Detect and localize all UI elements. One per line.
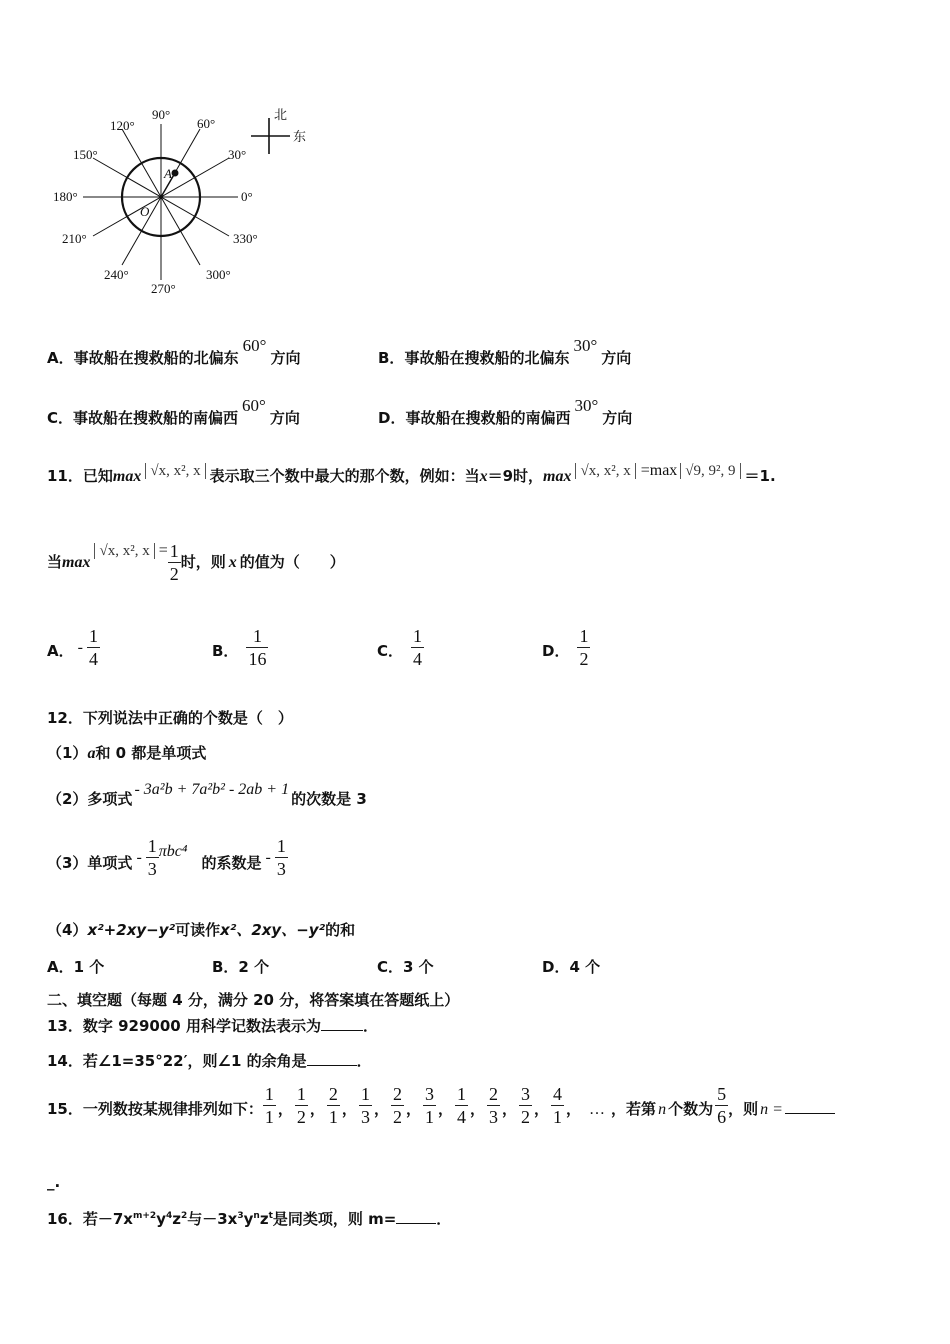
angle-label-120: 120° <box>110 118 135 133</box>
q10-option-b-angle: 30° <box>573 336 598 355</box>
q12-title: 12．下列说法中正确的个数是（ ） <box>47 709 293 727</box>
q15-sequence-fraction: $\frac{1}{4}$ <box>456 1084 466 1127</box>
compass-diagram <box>40 100 330 310</box>
angle-label-0: 0° <box>241 189 253 204</box>
q12-option-c: C．3 个 <box>377 958 434 976</box>
q12-statement-1: （1）a和 0 都是单项式 <box>47 744 207 762</box>
q15-target-fraction: $\frac{5}{6}$ <box>717 1084 727 1127</box>
q15-sequence-fraction: $\frac{1}{2}$ <box>296 1084 306 1127</box>
q11-question: 当max√x, x², x = $\frac{1}{2}$ 时，则 x 的值为（ ） <box>47 541 345 584</box>
q15-sequence-fraction: $\frac{4}{1}$ <box>553 1084 563 1127</box>
q11-option-b: B． $\frac{1}{16}$ <box>212 626 267 669</box>
q15-continuation: _. <box>47 1173 61 1191</box>
q10-option-d: D．事故船在搜救船的南偏西30°方向 <box>378 396 633 427</box>
point-a-label: A <box>164 166 172 181</box>
q11-example-vals: √9, 9², 9 <box>680 463 740 479</box>
q15: 15．一列数按某规律排列如下： $\frac{1}{1}$ ， $\frac{1}{2}$ ， $\frac{2}{1}$ ， $\frac{1}{3}$ ， $\frac{2}{2}$ ， $\frac{3}{1}$ ， $\frac{1}{4}$ ， $\frac{2}{3}$ ， $\frac{3}{2}$ ， $\frac{4}{1}$ ， … ，若第 n 个数为 $\frac{5}{6}$ ，则 n = <box>47 1084 835 1127</box>
point-a-dot <box>172 170 179 177</box>
q12-polynomial: - 3a²b + 7a²b² - 2ab + 1 <box>134 781 290 798</box>
q11-statement: 11．已知max √x, x², x 表示取三个数中最大的那个数，例如：当x＝9时，max √x, x², x =max √9, 9², 9 ＝1. <box>47 462 776 485</box>
q14: 14．若∠1=35°22′，则∠1 的余角是 ． <box>47 1052 372 1070</box>
angle-label-210: 210° <box>62 231 87 246</box>
q16: 16．若$-7x^{m+2}y^4z^2$与$-3x^3y^nz^t$是同类项，则 m= ． <box>47 1210 452 1228</box>
angle-label-240: 240° <box>104 267 129 282</box>
q11-example-args: √x, x², x <box>575 463 635 479</box>
q15-sequence: $\frac{1}{1}$ ， $\frac{1}{2}$ ， $\frac{2}{1}$ ， $\frac{1}{3}$ ， $\frac{2}{2}$ ， $\frac{3}{1}$ ， $\frac{1}{4}$ ， $\frac{2}{3}$ ， $\frac{3}{2}$ ， $\frac{4}{1}$ ， <box>264 1084 582 1127</box>
q11-question-args: √x, x², x <box>94 543 154 559</box>
q15-sequence-fraction: $\frac{1}{3}$ <box>360 1084 370 1127</box>
angle-label-60: 60° <box>197 116 216 131</box>
q12-option-d: D．4 个 <box>542 958 601 976</box>
q11-option-c: C． $\frac{1}{4}$ <box>377 626 423 669</box>
east-label: 东 <box>293 130 307 145</box>
q12-statement-3: （3）单项式 - $\frac{1}{3}$ πbc⁴的系数是 - $\frac{1}{3}$ <box>47 836 286 879</box>
q15-sequence-fraction: $\frac{3}{2}$ <box>521 1084 531 1127</box>
angle-label-300: 300° <box>206 267 231 282</box>
q11-option-d: D． $\frac{1}{2}$ <box>542 626 589 669</box>
q11-max-args: √x, x², x <box>145 463 205 479</box>
q15-sequence-fraction: $\frac{2}{2}$ <box>392 1084 402 1127</box>
q12-option-a: A．1 个 <box>47 958 105 976</box>
angle-label-270: 270° <box>151 281 176 296</box>
q13: 13．数字 929000 用科学记数法表示为 ． <box>47 1017 378 1035</box>
q11-option-a: A． - $\frac{1}{4}$ <box>47 626 98 669</box>
q10-option-c-angle: 60° <box>242 396 266 415</box>
q12-statement-4: （4）x²+2xy−y²可读作x²、2xy、−y²的和 <box>47 921 356 939</box>
q12-statement-2: （2）多项式- 3a²b + 7a²b² - 2ab + 1的次数是 3 <box>47 781 367 808</box>
angle-label-30: 30° <box>228 147 247 162</box>
q10-option-c: C．事故船在搜救船的南偏西60°方向 <box>47 396 300 427</box>
angle-label-330: 330° <box>233 231 258 246</box>
q15-sequence-fraction: $\frac{3}{1}$ <box>424 1084 434 1127</box>
q15-sequence-fraction: $\frac{2}{1}$ <box>328 1084 338 1127</box>
q10-option-d-angle: 30° <box>574 396 599 415</box>
q12-option-b: B．2 个 <box>212 958 270 976</box>
angle-label-150: 150° <box>73 147 98 162</box>
q15-sequence-fraction: $\frac{2}{3}$ <box>489 1084 498 1127</box>
section-heading: 二、填空题（每题 4 分，满分 20 分，将答案填在答题纸上） <box>47 991 460 1009</box>
north-east-indicator <box>251 108 306 154</box>
q10-option-b: B．事故船在搜救船的北偏东30°方向 <box>378 336 632 367</box>
origin-label: O <box>140 204 150 219</box>
angle-label-90: 90° <box>152 107 171 122</box>
north-label: 北 <box>274 108 288 123</box>
q10-option-a: A．事故船在搜救船的北偏东60°方向 <box>47 336 301 367</box>
q10-option-a-angle: 60° <box>242 336 267 355</box>
q11-half-fraction: $\frac{1}{2}$ <box>169 541 179 584</box>
angle-label-180: 180° <box>53 189 78 204</box>
q15-sequence-fraction: $\frac{1}{1}$ <box>264 1084 274 1127</box>
